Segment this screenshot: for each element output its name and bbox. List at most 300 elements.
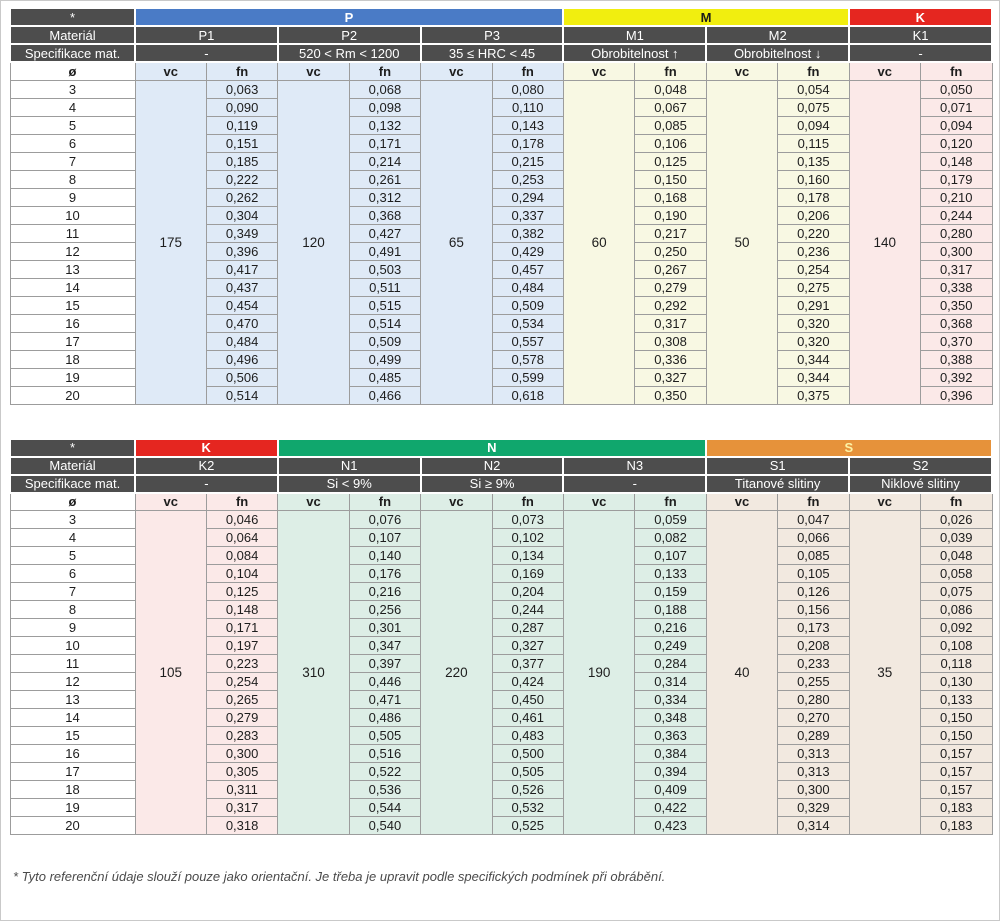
- fn-value-K1: 0,317: [920, 260, 992, 278]
- fn-value-P2: 0,499: [349, 350, 420, 368]
- diameter-value: 11: [10, 655, 135, 673]
- fn-value-M1: 0,217: [635, 224, 706, 242]
- fn-value-S2: 0,157: [920, 763, 992, 781]
- fn-value-P3: 0,557: [492, 332, 563, 350]
- spec-row-header: Specifikace mat.: [10, 475, 135, 493]
- fn-value-K1: 0,338: [920, 278, 992, 296]
- fn-header-K1: fn: [920, 62, 992, 80]
- fn-value-M1: 0,336: [635, 350, 706, 368]
- fn-value-K2: 0,064: [206, 529, 277, 547]
- diameter-value: 20: [10, 386, 135, 404]
- fn-value-S2: 0,075: [920, 583, 992, 601]
- material-label-P3: P3: [421, 26, 564, 44]
- fn-value-M2: 0,320: [778, 332, 849, 350]
- fn-value-S2: 0,026: [920, 511, 992, 529]
- fn-header-P2: fn: [349, 62, 420, 80]
- vc-header-M1: vc: [563, 62, 634, 80]
- page: [9, 7, 991, 884]
- vc-header-N3: vc: [563, 493, 634, 511]
- fn-value-P2: 0,068: [349, 80, 420, 98]
- diameter-header: ø: [10, 62, 135, 80]
- diameter-value: 15: [10, 296, 135, 314]
- fn-value-M2: 0,115: [778, 134, 849, 152]
- fn-value-K2: 0,171: [206, 619, 277, 637]
- fn-value-P3: 0,509: [492, 296, 563, 314]
- fn-value-S1: 0,280: [778, 691, 849, 709]
- diameter-value: 5: [10, 547, 135, 565]
- diameter-value: 18: [10, 350, 135, 368]
- fn-value-N3: 0,107: [635, 547, 706, 565]
- fn-header-N1: fn: [349, 493, 420, 511]
- fn-value-P1: 0,506: [206, 368, 277, 386]
- fn-value-N1: 0,076: [349, 511, 420, 529]
- fn-value-K2: 0,125: [206, 583, 277, 601]
- fn-value-P1: 0,437: [206, 278, 277, 296]
- table-row: [10, 80, 992, 98]
- diameter-value: 19: [10, 368, 135, 386]
- vc-value-P3: 65: [421, 80, 492, 404]
- fn-value-S2: 0,150: [920, 709, 992, 727]
- fn-value-K1: 0,094: [920, 116, 992, 134]
- fn-value-N3: 0,348: [635, 709, 706, 727]
- diameter-value: 6: [10, 134, 135, 152]
- fn-value-M1: 0,327: [635, 368, 706, 386]
- spec-row-header: Specifikace mat.: [10, 44, 135, 62]
- fn-value-S1: 0,289: [778, 727, 849, 745]
- material-label-N1: N1: [278, 457, 421, 475]
- fn-value-N1: 0,544: [349, 799, 420, 817]
- spec-P1: -: [135, 44, 278, 62]
- fn-value-S2: 0,058: [920, 565, 992, 583]
- diameter-header: ø: [10, 493, 135, 511]
- diameter-value: 14: [10, 709, 135, 727]
- fn-value-P1: 0,417: [206, 260, 277, 278]
- fn-value-S2: 0,150: [920, 727, 992, 745]
- fn-value-N1: 0,301: [349, 619, 420, 637]
- fn-value-N1: 0,516: [349, 745, 420, 763]
- vc-value-P1: 175: [135, 80, 206, 404]
- fn-value-N2: 0,244: [492, 601, 563, 619]
- vc-header-S2: vc: [849, 493, 920, 511]
- spec-K1: -: [849, 44, 992, 62]
- fn-header-N3: fn: [635, 493, 706, 511]
- fn-value-N2: 0,169: [492, 565, 563, 583]
- fn-value-M1: 0,125: [635, 152, 706, 170]
- fn-value-P1: 0,063: [206, 80, 277, 98]
- fn-header-P3: fn: [492, 62, 563, 80]
- fn-value-K2: 0,311: [206, 781, 277, 799]
- fn-value-M1: 0,350: [635, 386, 706, 404]
- diameter-value: 8: [10, 601, 135, 619]
- spec-P2: 520 < Rm < 1200: [278, 44, 421, 62]
- diameter-value: 14: [10, 278, 135, 296]
- fn-value-P3: 0,429: [492, 242, 563, 260]
- vc-value-N2: 220: [421, 511, 492, 835]
- fn-value-S1: 0,313: [778, 763, 849, 781]
- vc-header-S1: vc: [706, 493, 777, 511]
- material-label-M2: M2: [706, 26, 849, 44]
- fn-value-P1: 0,222: [206, 170, 277, 188]
- fn-value-S2: 0,048: [920, 547, 992, 565]
- fn-value-M2: 0,375: [778, 386, 849, 404]
- diameter-value: 12: [10, 673, 135, 691]
- fn-value-N2: 0,073: [492, 511, 563, 529]
- spec-N2: Si ≥ 9%: [421, 475, 564, 493]
- fn-value-N3: 0,409: [635, 781, 706, 799]
- fn-value-P2: 0,132: [349, 116, 420, 134]
- fn-value-P3: 0,253: [492, 170, 563, 188]
- fn-value-N2: 0,483: [492, 727, 563, 745]
- fn-value-M1: 0,279: [635, 278, 706, 296]
- fn-value-P2: 0,491: [349, 242, 420, 260]
- fn-value-N3: 0,363: [635, 727, 706, 745]
- fn-value-N1: 0,486: [349, 709, 420, 727]
- fn-value-M1: 0,250: [635, 242, 706, 260]
- material-label-N2: N2: [421, 457, 564, 475]
- tables-container: [9, 7, 991, 835]
- fn-header-P1: fn: [206, 62, 277, 80]
- fn-value-S1: 0,047: [778, 511, 849, 529]
- fn-value-P2: 0,171: [349, 134, 420, 152]
- fn-value-P3: 0,143: [492, 116, 563, 134]
- group-band-K: K: [135, 439, 278, 457]
- diameter-value: 10: [10, 206, 135, 224]
- fn-value-P2: 0,514: [349, 314, 420, 332]
- material-label-S1: S1: [706, 457, 849, 475]
- fn-value-S2: 0,118: [920, 655, 992, 673]
- fn-value-P3: 0,578: [492, 350, 563, 368]
- vc-header-N1: vc: [278, 493, 349, 511]
- vc-header-K1: vc: [849, 62, 920, 80]
- fn-value-P2: 0,368: [349, 206, 420, 224]
- fn-value-K2: 0,317: [206, 799, 277, 817]
- table-row: [10, 511, 992, 529]
- fn-value-N2: 0,532: [492, 799, 563, 817]
- fn-value-N2: 0,134: [492, 547, 563, 565]
- fn-value-S2: 0,183: [920, 799, 992, 817]
- diameter-value: 4: [10, 529, 135, 547]
- fn-value-S1: 0,105: [778, 565, 849, 583]
- fn-value-N1: 0,522: [349, 763, 420, 781]
- fn-value-S1: 0,173: [778, 619, 849, 637]
- vc-value-K2: 105: [135, 511, 206, 835]
- diameter-value: 19: [10, 799, 135, 817]
- spec-N3: -: [563, 475, 706, 493]
- vc-header-M2: vc: [706, 62, 777, 80]
- fn-value-P1: 0,396: [206, 242, 277, 260]
- fn-value-P3: 0,618: [492, 386, 563, 404]
- fn-value-P1: 0,514: [206, 386, 277, 404]
- fn-value-N2: 0,287: [492, 619, 563, 637]
- diameter-value: 9: [10, 188, 135, 206]
- fn-value-N3: 0,133: [635, 565, 706, 583]
- group-band-K: K: [849, 8, 992, 26]
- vc-value-N3: 190: [563, 511, 634, 835]
- fn-value-M2: 0,135: [778, 152, 849, 170]
- fn-value-S1: 0,126: [778, 583, 849, 601]
- vc-value-N1: 310: [278, 511, 349, 835]
- fn-value-S2: 0,130: [920, 673, 992, 691]
- fn-value-N3: 0,249: [635, 637, 706, 655]
- fn-value-P1: 0,349: [206, 224, 277, 242]
- fn-value-P1: 0,090: [206, 98, 277, 116]
- fn-value-M1: 0,292: [635, 296, 706, 314]
- diameter-value: 10: [10, 637, 135, 655]
- group-band-M: M: [563, 8, 849, 26]
- fn-value-N3: 0,284: [635, 655, 706, 673]
- spec-P3: 35 ≤ HRC < 45: [421, 44, 564, 62]
- star-header: *: [10, 8, 135, 26]
- diameter-value: 7: [10, 583, 135, 601]
- star-header: *: [10, 439, 135, 457]
- fn-value-K1: 0,210: [920, 188, 992, 206]
- footnote: * Tyto referenční údaje slouží pouze jako orientační. Je třeba je upravit podle specifických podmínek při obrábění.: [13, 869, 666, 884]
- fn-value-K1: 0,392: [920, 368, 992, 386]
- fn-value-K2: 0,084: [206, 547, 277, 565]
- material-label-N3: N3: [563, 457, 706, 475]
- diameter-value: 3: [10, 80, 135, 98]
- fn-value-K1: 0,396: [920, 386, 992, 404]
- material-label-K2: K2: [135, 457, 278, 475]
- fn-value-N3: 0,394: [635, 763, 706, 781]
- fn-value-M1: 0,048: [635, 80, 706, 98]
- fn-value-P2: 0,261: [349, 170, 420, 188]
- fn-value-M1: 0,085: [635, 116, 706, 134]
- fn-value-P1: 0,470: [206, 314, 277, 332]
- fn-value-M1: 0,308: [635, 332, 706, 350]
- fn-value-N3: 0,188: [635, 601, 706, 619]
- fn-value-P1: 0,454: [206, 296, 277, 314]
- fn-value-N3: 0,159: [635, 583, 706, 601]
- fn-value-M2: 0,291: [778, 296, 849, 314]
- fn-value-P3: 0,484: [492, 278, 563, 296]
- fn-value-P3: 0,382: [492, 224, 563, 242]
- fn-value-K2: 0,197: [206, 637, 277, 655]
- fn-value-K1: 0,148: [920, 152, 992, 170]
- vc-value-S2: 35: [849, 511, 920, 835]
- spec-K2: -: [135, 475, 278, 493]
- fn-value-P2: 0,098: [349, 98, 420, 116]
- material-label-P1: P1: [135, 26, 278, 44]
- group-band-N: N: [278, 439, 706, 457]
- fn-header-M2: fn: [778, 62, 849, 80]
- material-label-M1: M1: [563, 26, 706, 44]
- fn-value-N1: 0,536: [349, 781, 420, 799]
- diameter-value: 6: [10, 565, 135, 583]
- fn-value-S1: 0,329: [778, 799, 849, 817]
- fn-value-S2: 0,157: [920, 781, 992, 799]
- fn-value-P3: 0,599: [492, 368, 563, 386]
- group-band-S: S: [706, 439, 992, 457]
- diameter-value: 20: [10, 817, 135, 835]
- fn-value-K2: 0,223: [206, 655, 277, 673]
- fn-value-K2: 0,283: [206, 727, 277, 745]
- vc-header-P3: vc: [421, 62, 492, 80]
- fn-value-K2: 0,300: [206, 745, 277, 763]
- fn-value-P1: 0,151: [206, 134, 277, 152]
- diameter-value: 3: [10, 511, 135, 529]
- vc-header-N2: vc: [421, 493, 492, 511]
- fn-value-S2: 0,039: [920, 529, 992, 547]
- fn-value-N2: 0,461: [492, 709, 563, 727]
- fn-value-P1: 0,496: [206, 350, 277, 368]
- vc-value-M1: 60: [563, 80, 634, 404]
- fn-value-P2: 0,509: [349, 332, 420, 350]
- vc-value-S1: 40: [706, 511, 777, 835]
- fn-header-S2: fn: [920, 493, 992, 511]
- spec-M1: Obrobitelnost ↑: [563, 44, 706, 62]
- diameter-value: 8: [10, 170, 135, 188]
- fn-value-N3: 0,384: [635, 745, 706, 763]
- diameter-value: 13: [10, 691, 135, 709]
- diameter-value: 12: [10, 242, 135, 260]
- vc-value-M2: 50: [706, 80, 777, 404]
- fn-value-K2: 0,279: [206, 709, 277, 727]
- fn-value-S1: 0,270: [778, 709, 849, 727]
- fn-value-P1: 0,484: [206, 332, 277, 350]
- fn-value-M1: 0,168: [635, 188, 706, 206]
- fn-value-K2: 0,254: [206, 673, 277, 691]
- fn-value-P3: 0,294: [492, 188, 563, 206]
- fn-value-S2: 0,092: [920, 619, 992, 637]
- fn-value-N2: 0,525: [492, 817, 563, 835]
- fn-value-M2: 0,220: [778, 224, 849, 242]
- fn-value-N2: 0,204: [492, 583, 563, 601]
- vc-header-P2: vc: [278, 62, 349, 80]
- fn-value-P1: 0,119: [206, 116, 277, 134]
- fn-value-M1: 0,317: [635, 314, 706, 332]
- diameter-value: 18: [10, 781, 135, 799]
- cutting-data-table-1: [9, 7, 993, 405]
- fn-value-P1: 0,185: [206, 152, 277, 170]
- fn-value-M2: 0,094: [778, 116, 849, 134]
- fn-value-P2: 0,511: [349, 278, 420, 296]
- fn-value-K1: 0,280: [920, 224, 992, 242]
- fn-value-S1: 0,085: [778, 547, 849, 565]
- fn-value-P2: 0,485: [349, 368, 420, 386]
- diameter-value: 17: [10, 332, 135, 350]
- spec-S1: Titanové slitiny: [706, 475, 849, 493]
- fn-value-M2: 0,075: [778, 98, 849, 116]
- material-row-header: Materiál: [10, 26, 135, 44]
- fn-value-K2: 0,148: [206, 601, 277, 619]
- fn-value-P2: 0,503: [349, 260, 420, 278]
- fn-value-M1: 0,106: [635, 134, 706, 152]
- fn-value-P2: 0,466: [349, 386, 420, 404]
- cutting-data-table-2: [9, 438, 993, 836]
- fn-value-K1: 0,071: [920, 98, 992, 116]
- material-label-S2: S2: [849, 457, 992, 475]
- fn-value-P2: 0,515: [349, 296, 420, 314]
- fn-value-M1: 0,267: [635, 260, 706, 278]
- vc-header-K2: vc: [135, 493, 206, 511]
- fn-value-N2: 0,377: [492, 655, 563, 673]
- fn-value-N1: 0,176: [349, 565, 420, 583]
- fn-value-N1: 0,140: [349, 547, 420, 565]
- fn-value-N1: 0,446: [349, 673, 420, 691]
- fn-value-P2: 0,214: [349, 152, 420, 170]
- material-label-P2: P2: [278, 26, 421, 44]
- fn-value-K1: 0,350: [920, 296, 992, 314]
- fn-value-P2: 0,312: [349, 188, 420, 206]
- fn-value-S1: 0,255: [778, 673, 849, 691]
- material-label-K1: K1: [849, 26, 992, 44]
- fn-value-K1: 0,370: [920, 332, 992, 350]
- fn-value-M2: 0,275: [778, 278, 849, 296]
- fn-header-N2: fn: [492, 493, 563, 511]
- fn-value-K2: 0,046: [206, 511, 277, 529]
- fn-value-N3: 0,314: [635, 673, 706, 691]
- diameter-value: 15: [10, 727, 135, 745]
- fn-value-P3: 0,534: [492, 314, 563, 332]
- group-band-P: P: [135, 8, 563, 26]
- fn-value-M2: 0,344: [778, 368, 849, 386]
- diameter-value: 17: [10, 763, 135, 781]
- fn-value-P2: 0,427: [349, 224, 420, 242]
- fn-value-S1: 0,208: [778, 637, 849, 655]
- diameter-value: 4: [10, 98, 135, 116]
- fn-value-K2: 0,265: [206, 691, 277, 709]
- fn-value-N1: 0,256: [349, 601, 420, 619]
- fn-value-M2: 0,320: [778, 314, 849, 332]
- fn-value-S1: 0,314: [778, 817, 849, 835]
- fn-value-P1: 0,304: [206, 206, 277, 224]
- fn-value-S2: 0,133: [920, 691, 992, 709]
- fn-value-N2: 0,327: [492, 637, 563, 655]
- fn-value-N3: 0,216: [635, 619, 706, 637]
- fn-value-S2: 0,108: [920, 637, 992, 655]
- fn-value-N2: 0,102: [492, 529, 563, 547]
- spec-S2: Niklové slitiny: [849, 475, 992, 493]
- fn-value-P3: 0,110: [492, 98, 563, 116]
- fn-value-M2: 0,344: [778, 350, 849, 368]
- fn-value-M2: 0,254: [778, 260, 849, 278]
- fn-value-M2: 0,160: [778, 170, 849, 188]
- fn-value-N3: 0,059: [635, 511, 706, 529]
- fn-value-S1: 0,233: [778, 655, 849, 673]
- fn-value-S1: 0,300: [778, 781, 849, 799]
- fn-value-S2: 0,183: [920, 817, 992, 835]
- vc-value-P2: 120: [278, 80, 349, 404]
- fn-value-S1: 0,066: [778, 529, 849, 547]
- diameter-value: 13: [10, 260, 135, 278]
- fn-value-K2: 0,318: [206, 817, 277, 835]
- fn-value-N1: 0,347: [349, 637, 420, 655]
- spec-N1: Si < 9%: [278, 475, 421, 493]
- fn-value-M1: 0,067: [635, 98, 706, 116]
- material-row-header: Materiál: [10, 457, 135, 475]
- fn-value-P3: 0,178: [492, 134, 563, 152]
- fn-value-N3: 0,082: [635, 529, 706, 547]
- fn-value-K2: 0,104: [206, 565, 277, 583]
- fn-value-P3: 0,215: [492, 152, 563, 170]
- fn-value-N1: 0,107: [349, 529, 420, 547]
- fn-value-M1: 0,150: [635, 170, 706, 188]
- fn-value-M2: 0,236: [778, 242, 849, 260]
- diameter-value: 9: [10, 619, 135, 637]
- fn-value-P1: 0,262: [206, 188, 277, 206]
- diameter-value: 16: [10, 314, 135, 332]
- fn-value-M2: 0,178: [778, 188, 849, 206]
- diameter-value: 5: [10, 116, 135, 134]
- fn-value-N2: 0,500: [492, 745, 563, 763]
- fn-header-M1: fn: [635, 62, 706, 80]
- fn-value-P3: 0,457: [492, 260, 563, 278]
- fn-value-N1: 0,471: [349, 691, 420, 709]
- fn-value-M2: 0,206: [778, 206, 849, 224]
- fn-value-S2: 0,157: [920, 745, 992, 763]
- fn-value-S1: 0,313: [778, 745, 849, 763]
